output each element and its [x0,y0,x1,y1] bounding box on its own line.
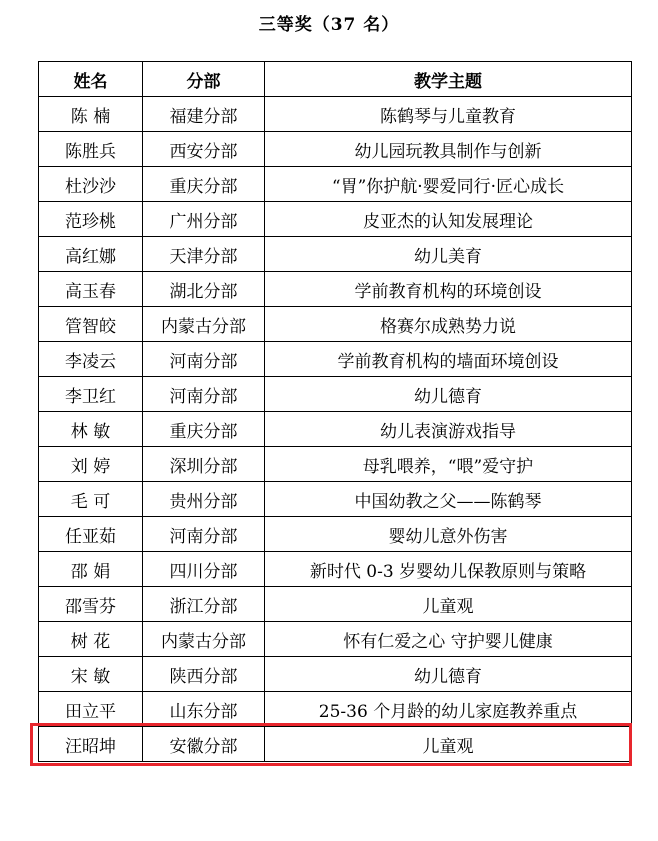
cell-name: 田立平 [39,692,143,727]
cell-name: 管智皎 [39,307,143,342]
cell-branch: 贵州分部 [143,482,265,517]
table-row [39,132,632,167]
award-table [38,61,632,762]
cell-branch: 浙江分部 [143,587,265,622]
cell-name: 李凌云 [39,342,143,377]
table-row [39,727,632,762]
cell-branch: 安徽分部 [143,727,265,762]
cell-topic: 幼儿德育 [265,377,632,412]
cell-branch: 福建分部 [143,97,265,132]
column-header-branch: 分部 [143,62,265,97]
table-row [39,482,632,517]
cell-topic: 幼儿园玩教具制作与创新 [265,132,632,167]
cell-topic: 儿童观 [265,727,632,762]
cell-name: 汪昭坤 [39,727,143,762]
cell-topic: 皮亚杰的认知发展理论 [265,202,632,237]
cell-topic: 幼儿美育 [265,237,632,272]
cell-branch: 河南分部 [143,517,265,552]
table-row [39,377,632,412]
table-row [39,167,632,202]
cell-name: 高玉春 [39,272,143,307]
cell-name: 毛 可 [39,482,143,517]
cell-topic: “胃”你护航·婴爱同行·匠心成长 [265,167,632,202]
table-row [39,657,632,692]
cell-topic: 儿童观 [265,587,632,622]
cell-topic: 25-36 个月龄的幼儿家庭教养重点 [265,692,632,727]
cell-topic: 学前教育机构的环境创设 [265,272,632,307]
cell-branch: 山东分部 [143,692,265,727]
cell-topic: 陈鹤琴与儿童教育 [265,97,632,132]
cell-branch: 广州分部 [143,202,265,237]
cell-topic: 怀有仁爱之心 守护婴儿健康 [265,622,632,657]
cell-name: 树 花 [39,622,143,657]
column-header-name: 姓名 [39,62,143,97]
cell-branch: 内蒙古分部 [143,307,265,342]
cell-name: 杜沙沙 [39,167,143,202]
cell-name: 陈胜兵 [39,132,143,167]
cell-topic: 中国幼教之父——陈鹤琴 [265,482,632,517]
cell-branch: 内蒙古分部 [143,622,265,657]
cell-name: 邵雪芬 [39,587,143,622]
table-row [39,202,632,237]
cell-branch: 重庆分部 [143,412,265,447]
table-row [39,622,632,657]
cell-topic: 婴幼儿意外伤害 [265,517,632,552]
table-row [39,97,632,132]
table-row [39,692,632,727]
cell-name: 李卫红 [39,377,143,412]
cell-topic: 格赛尔成熟势力说 [265,307,632,342]
cell-branch: 河南分部 [143,377,265,412]
table-header-row [39,62,632,97]
cell-name: 陈 楠 [39,97,143,132]
cell-branch: 重庆分部 [143,167,265,202]
cell-branch: 河南分部 [143,342,265,377]
table-row [39,517,632,552]
cell-topic: 母乳喂养，“喂”爱守护 [265,447,632,482]
cell-name: 林 敏 [39,412,143,447]
cell-name: 范珍桃 [39,202,143,237]
cell-branch: 深圳分部 [143,447,265,482]
table-row [39,237,632,272]
table-row [39,307,632,342]
cell-name: 高红娜 [39,237,143,272]
table-row [39,552,632,587]
cell-branch: 西安分部 [143,132,265,167]
cell-name: 任亚茹 [39,517,143,552]
cell-branch: 陕西分部 [143,657,265,692]
cell-topic: 学前教育机构的墙面环境创设 [265,342,632,377]
table-row [39,342,632,377]
column-header-topic: 教学主题 [265,62,632,97]
table-row [39,587,632,622]
cell-name: 宋 敏 [39,657,143,692]
cell-topic: 幼儿德育 [265,657,632,692]
table-row [39,412,632,447]
cell-topic: 新时代 0-3 岁婴幼儿保教原则与策略 [265,552,632,587]
cell-branch: 天津分部 [143,237,265,272]
cell-branch: 湖北分部 [143,272,265,307]
table-row [39,272,632,307]
cell-topic: 幼儿表演游戏指导 [265,412,632,447]
page-title: 三等奖（37 名） [258,15,400,35]
table-row [39,447,632,482]
cell-name: 刘 婷 [39,447,143,482]
cell-branch: 四川分部 [143,552,265,587]
table-body [39,97,632,762]
cell-name: 邵 娟 [39,552,143,587]
